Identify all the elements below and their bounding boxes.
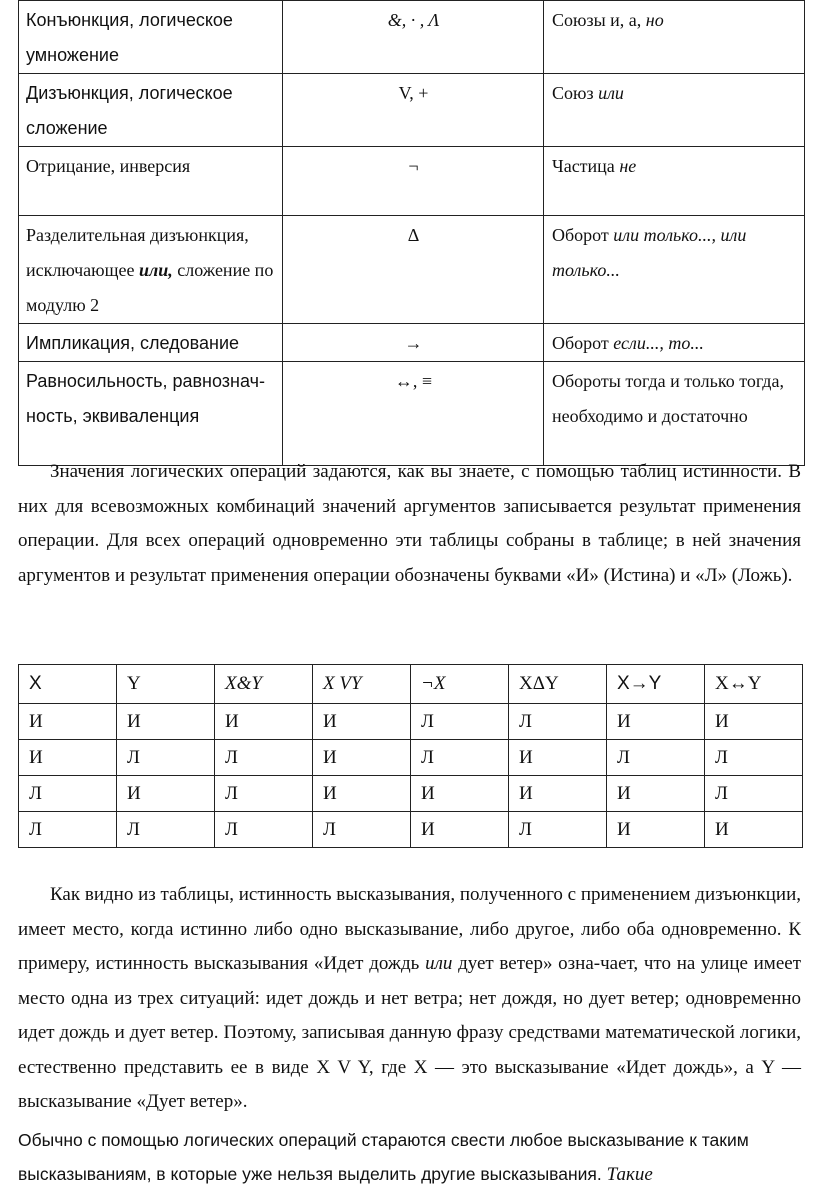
table-row [19,1,805,74]
table-cell: Л [705,740,803,776]
operation-name: Разделительная дизъюнкция, исключающее или, сложение по модулю 2 [19,216,283,324]
table-cell: Л [117,740,215,776]
table-cell: И [19,740,117,776]
table-cell: И [509,776,607,812]
table-cell: И [607,812,705,848]
operation-name: Импликация, следование [19,324,283,362]
operation-name: Равносильность, равнознач-ность, эквиваленция [19,362,283,466]
column-header: X→Y [607,665,705,704]
operation-words: Оборот или только..., или только... [544,216,805,324]
table-row [19,740,803,776]
column-header: X↔Y [705,665,803,704]
table-cell: Л [19,776,117,812]
operation-symbol: Δ [283,216,544,324]
operation-symbol: V, + [283,74,544,147]
column-header: X [19,665,117,704]
operation-words: Союз или [544,74,805,147]
table-cell: И [411,776,509,812]
table-row [19,362,805,466]
table-row [19,216,805,324]
table-row [19,704,803,740]
table-cell: Л [215,776,313,812]
operation-words: Союзы и, а, но [544,1,805,74]
operation-words: Частица не [544,147,805,216]
operation-symbol: → [283,324,544,362]
column-header: Y [117,665,215,704]
table-row [19,776,803,812]
operation-words: Оборот если..., то... [544,324,805,362]
table-cell: Л [215,812,313,848]
operation-symbol: ↔, ≡ [283,362,544,466]
operation-words: Обороты тогда и только тогда, необходимо и достаточно [544,362,805,466]
table-cell: И [411,812,509,848]
table-row [19,812,803,848]
column-header: ¬X [411,665,509,704]
column-header: X VY [313,665,411,704]
table-cell: Л [607,740,705,776]
table-cell: И [313,776,411,812]
truth-table [18,664,803,848]
table-row [19,74,805,147]
table-cell: И [509,740,607,776]
table-cell: И [607,704,705,740]
table-cell: Л [313,812,411,848]
table-cell: И [215,704,313,740]
table-cell: Л [117,812,215,848]
operations-table [18,0,805,466]
operation-symbol: ¬ [283,147,544,216]
table-cell: И [117,704,215,740]
operation-name: Отрицание, инверсия [19,147,283,216]
operation-name: Конъюнкция, логическое умножение [19,1,283,74]
table-header-row [19,665,803,704]
table-cell: И [705,812,803,848]
table-cell: И [117,776,215,812]
operation-name: Дизъюнкция, логическое сложение [19,74,283,147]
table-cell: Л [509,812,607,848]
table-cell: И [607,776,705,812]
paragraph-truth-tables: Значения логических операций задаются, как вы знаете, с помощью таблиц истинности. В них для всевозможных комбинаций значений аргументов записывается результат применения операции. Для всех операций одновременно эти таблицы собраны в таблице; в ней значения аргументов и результат применения операции обозначены буквами «И» (Истина) и «Л» (Ложь). [18,461,801,586]
table-cell: И [19,704,117,740]
operation-symbol: &, · , Λ [283,1,544,74]
table-cell: Л [509,704,607,740]
paragraph-disjunction: Как видно из таблицы, истинность высказывания, полученного с применением дизъюнкции, имеет место, когда истинно либо одно высказывание, либо другое, либо оба одновременно. К примеру, истинность высказывания «Идет дождь или дует ветер» озна-чает, что на улице имеет место одна из трех ситуаций: идет дождь и нет ветра; нет дождя, но дует ветер; одновременно идет дождь и дует ветер. Поэтому, записывая данную фразу средствами математической логики, естественно представить ее в виде X V Y, где X — это высказывание «Идет дождь», а Y — высказывание «Дует ветер». [18,884,801,1112]
column-header: XΔY [509,665,607,704]
column-header: X&Y [215,665,313,704]
table-cell: Л [411,740,509,776]
table-row [19,147,805,216]
table-cell: И [313,740,411,776]
table-row [19,324,805,362]
paragraph-reduction: Обычно с помощью логических операций стараются свести любое высказывание к таким высказываниям, в которые уже нельзя выделить другие высказывания. Такие [18,1130,749,1185]
table-cell: Л [705,776,803,812]
table-cell: Л [411,704,509,740]
table-cell: Л [215,740,313,776]
table-cell: Л [19,812,117,848]
table-cell: И [313,704,411,740]
table-cell: И [705,704,803,740]
